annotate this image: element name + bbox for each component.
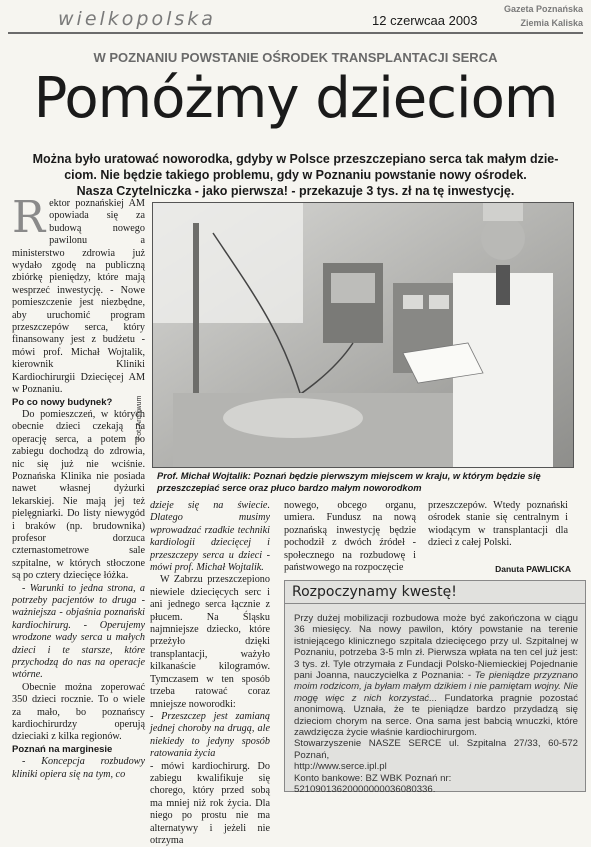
article-column-2 [150,500,270,847]
publication-line-1: Gazeta Poznańska [503,4,583,14]
subhead: Po co nowy budynek? [12,396,113,408]
box-paragraph: Fundatorka pragnie pozostać anonimową. Uznała, że te pieniądze bardzo przydadzą się dzieciom chorym na serce. Ona sama jest babcią wnuczki, które zawdzięcza życie właśnie kardiochirurgom. [294,692,578,739]
box-address: Stowarzyszenie NASZE SERCE ul. Szpitalna 27/33, 60-572 Poznań, [294,738,578,761]
box-quote: - Te pieniądze przyznano moim rodzicom, ja byłam małym dzikiem i nie pamiętam wojny. Nie mogę więc z nich korzystać... [294,670,578,704]
article-column-4 [428,500,568,550]
article-column-1 [12,192,145,781]
box-paragraph: Przy dużej mobilizacji rozbudowa może być zakończona w ciągu 36 miesięcy. Na nowy pawilon, który powstanie na terenie istniejącego klinicznego szpitala dziecięcego przy ul. Szpitalnej w Poznaniu, potrzeba 3-5 mln zł. Pierwsza wpłata na ten cel już jest: 3 tys. zł. Tyle otrzymała z Fundacji Polsko-Niemieckiej Pojednanie pani Joanna, nauczycielka z Poznania: [294,613,578,682]
paragraph: W Zabrzu przeszczepiono niewiele dziecięcych serc i ani jednego serca łącznie z płucem. Na Śląsku najmniejsze dziecko, które przeżyło dzięki transplantacji, ważyło kilkanaście kilogramów. Tymczasem w ten sposób trzeba ratować coraz mniejsze noworodki: [150,574,270,710]
paragraph: ektor poznańskiej AM opowiada się za budową nowego pawilonu a ministerstwo zdrowia już wydało zgodę na publiczną zbiórkę pieniędzy, które mają wesprzeć inwestycję. - Nowe pomieszczenie jest niezbędne, aby uruchomić program przeszczepów serca, który finansowany jest z budżetu - mówi prof. Michał Wojtalik, kierownik Kliniki Kardiochirurgii Dziecięcej AM w Poznaniu. [12,198,145,396]
box-account-number: 52109013620000000036080336. [294,784,436,796]
quote-paragraph: - Warunki to jedna strona, a potrzeby pacjentów to druga - ważniejsza - objaśnia poznański kardiochirurg. - Operujemy wrodzone wady serca u małych dzieci i te starsze, które przychodzą do nas na operacje wtórne. [12,582,145,681]
quote-paragraph: - Koncepcja rozbudowy kliniki opiera się na tym, co [12,756,145,780]
box-title-rule [284,603,586,604]
masthead-rule [8,32,583,34]
lead-line-2: ciom. Nie będzie takiego problemu, gdy w Poznaniu powstanie nowy ośrodek. [64,168,527,182]
box-website: http://www.serce.ipl.pl [294,761,387,773]
publication-name [504,2,583,30]
article-column-3 [284,500,416,574]
article-lead [28,151,563,199]
paragraph: Do pomieszczeń, w których obecnie dzieci czekają na operację serca, a potem po zabiegu dochodzą do zdrowia, nic się już nie wciśnie. Poznańska Klinika nie posiada nawet własnej dyżurki lekarskiej. Nie mają jej też pielęgniarki. Do listy niewygód i braków (np. brudownika) profesor dorzuca czternastometrowe sale szpitalne, w których stłoczone są po cztery dziecięce łóżka. [12,408,145,582]
hospital-photo-image [153,203,573,467]
publication-line-2: Ziemia Kaliska [520,18,583,28]
quote-paragraph: dzieje się na świecie. Dlatego musimy wprowadzać rzadkie techniki kardiologii dziecięcej i przeszczepy serca u dzieci - mówi prof. Michał Wojtalik. [150,500,270,574]
paragraph: - mówi kardiochirurg. Do zabiegu kwalifikuje się chorego, który przed sobą ma mniej niż rok życia. Dla niego po prostu nie ma alternatywy i jeżeli nie otrzyma [150,760,270,846]
drop-cap: R [12,192,46,243]
paragraph: nowego, obcego organu, umiera. Fundusz na nową poznańską inwestycję będzie pochodził z dwóch źródeł - społecznego na rozbudowę i państwowego na rozpoczęcie [284,500,416,574]
box-body [294,613,578,796]
section-label: wielkopolska [58,8,216,30]
subhead: Poznań na marginesie [12,743,113,755]
lead-line-3: Nasza Czytelniczka - jako pierwsza! - przekazuje 3 tys. zł na tę inwestycję. [76,184,515,198]
lead-line-1: Można było uratować noworodka, gdyby w Polsce przeszczepiano serca tak małym dzie- [32,152,559,166]
paragraph: przeszczepów. Wtedy poznański ośrodek stanie się centralnym i wiodącym w transplantacji dla dzieci z całej Polski. [428,500,568,549]
article-photo [152,202,574,468]
photo-caption: Prof. Michał Wojtalik: Poznań będzie pierwszym miejscem w kraju, w którym będzie się przeszczepiać serce oraz płuco bardzo małym noworodkom [157,471,541,493]
article-author: Danuta PAWLICKA [495,564,571,574]
article-headline: Pomóżmy dzieciom [33,66,558,131]
box-title: Rozpoczynamy kwestę! [292,584,457,600]
photo-credit: Fot. Archiwum [136,395,143,440]
article-kicker: W POZNANIU POWSTANIE OŚRODEK TRANSPLANTACJI SERCA [93,50,498,65]
quote-paragraph: - Przeszczep jest zamianą jednej choroby na drugą, ale niekiedy to jedyny sposób ratowania życia [150,710,270,760]
issue-date: 12 czerwcaa 2003 [372,13,478,28]
paragraph: Obecnie można zoperować 350 dzieci rocznie. To o wiele za mało, bo poznańscy kardiochirurdzy operują dzieciaki z kilka regionów. [12,681,145,743]
box-account-label: Konto bankowe: BZ WBK Poznań nr: [294,772,452,784]
